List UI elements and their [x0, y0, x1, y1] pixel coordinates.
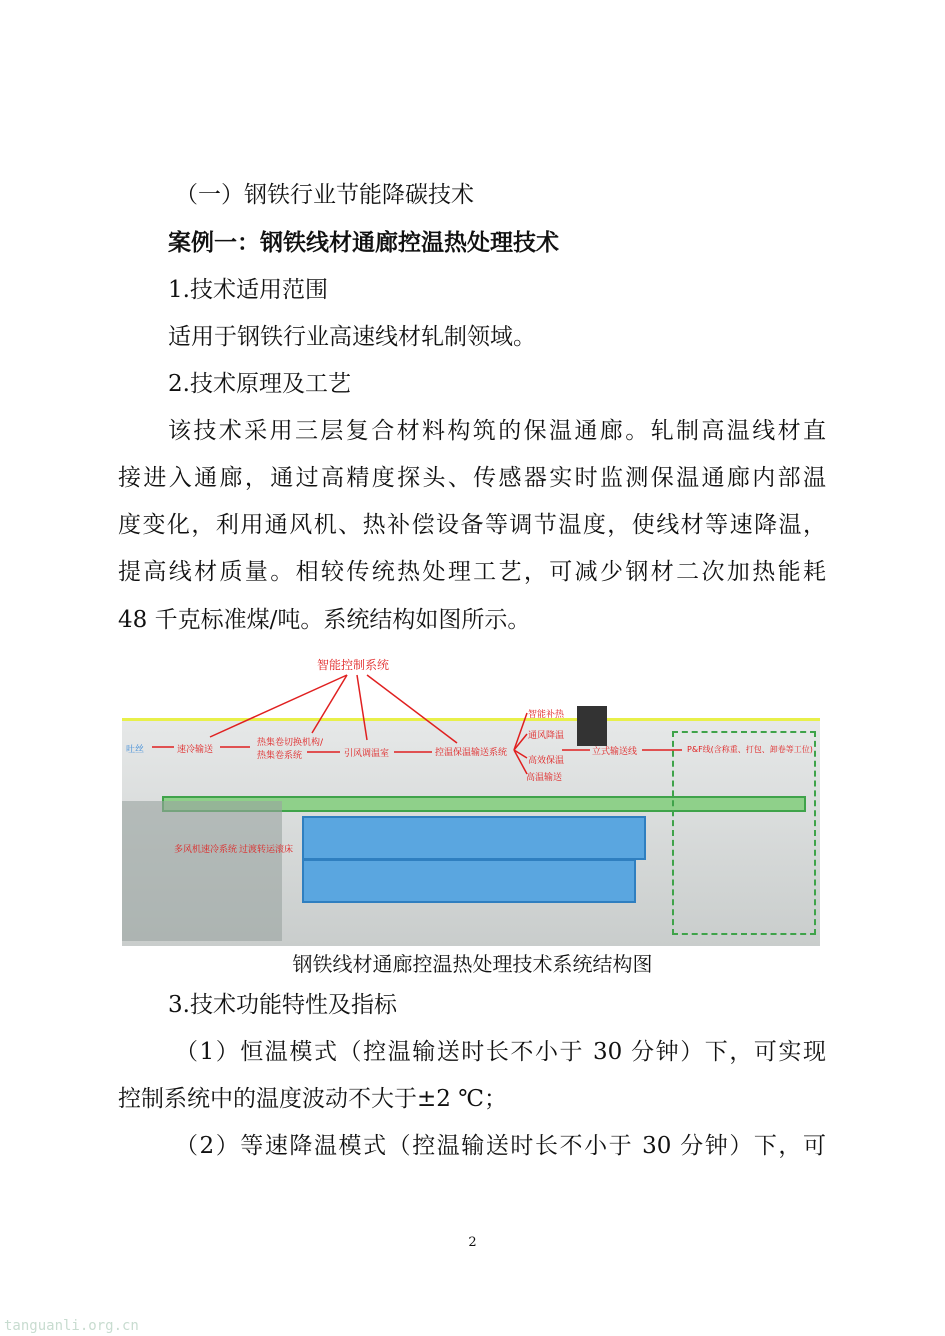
label-conveyor-system: 控温保温输送系统: [435, 748, 508, 758]
label-vertical-line: 立式输送线: [592, 747, 638, 757]
label-smart-heat: 智能补热: [528, 710, 565, 720]
paragraph-line: 该技术采用三层复合材料构筑的保温通廊。轧制高温线材直: [168, 418, 826, 444]
watermark: tanguanli.org.cn: [4, 1318, 139, 1334]
label-spit: 吐丝: [126, 745, 145, 755]
paragraph-line: 控制系统中的温度波动不大于±2 ℃；: [118, 1086, 507, 1112]
figure-caption: 钢铁线材通廊控温热处理技术系统结构图: [292, 952, 653, 976]
paragraph-line: （2）等速降温模式（控温输送时长不小于 30 分钟）下，可: [175, 1133, 826, 1159]
paragraph-line: （1）恒温模式（控温输送时长不小于 30 分钟）下，可实现: [175, 1039, 826, 1065]
paragraph-line: 度变化，利用通风机、热补偿设备等调节温度，使线材等速降温，: [118, 512, 826, 538]
label-pf-line: P&F线(含称重、打包、卸卷等工位): [687, 745, 813, 754]
subheading-features: 3.技术功能特性及指标: [168, 992, 397, 1018]
subheading-principle: 2.技术原理及工艺: [168, 371, 351, 397]
scope-text: 适用于钢铁行业高速线材轧制领域。: [168, 324, 536, 350]
label-coil-system: 热集卷系统: [257, 751, 303, 761]
page-number: 2: [468, 1235, 477, 1250]
label-coil-switch: 热集卷切换机构/: [257, 738, 324, 748]
case-title: 案例一：钢铁线材通廊控温热处理技术: [168, 229, 559, 256]
label-vent-cool: 通风降温: [528, 731, 565, 741]
label-multi-fan: 多风机速冷系统: [174, 845, 238, 855]
arrows: [122, 650, 820, 943]
system-diagram: [122, 650, 820, 943]
paragraph-line: 提高线材质量。相较传统热处理工艺，可减少钢材二次加热能耗: [118, 559, 826, 585]
subheading-scope: 1.技术适用范围: [168, 277, 328, 303]
label-efficient-insulation: 高效保温: [528, 756, 565, 766]
label-transfer-roller: 过渡转运滚床: [239, 845, 294, 855]
section-heading: （一）钢铁行业节能降碳技术: [175, 182, 474, 208]
label-control-system: 智能控制系统: [317, 658, 390, 672]
label-induced-room: 引风调温室: [344, 749, 390, 759]
label-fast-cool: 速冷输送: [177, 745, 214, 755]
paragraph-line: 接进入通廊，通过高精度探头、传感器实时监测保温通廊内部温: [118, 465, 826, 491]
label-hot-transport: 高温输送: [526, 773, 563, 783]
paragraph-line: 48 千克标准煤/吨。系统结构如图所示。: [118, 607, 531, 633]
